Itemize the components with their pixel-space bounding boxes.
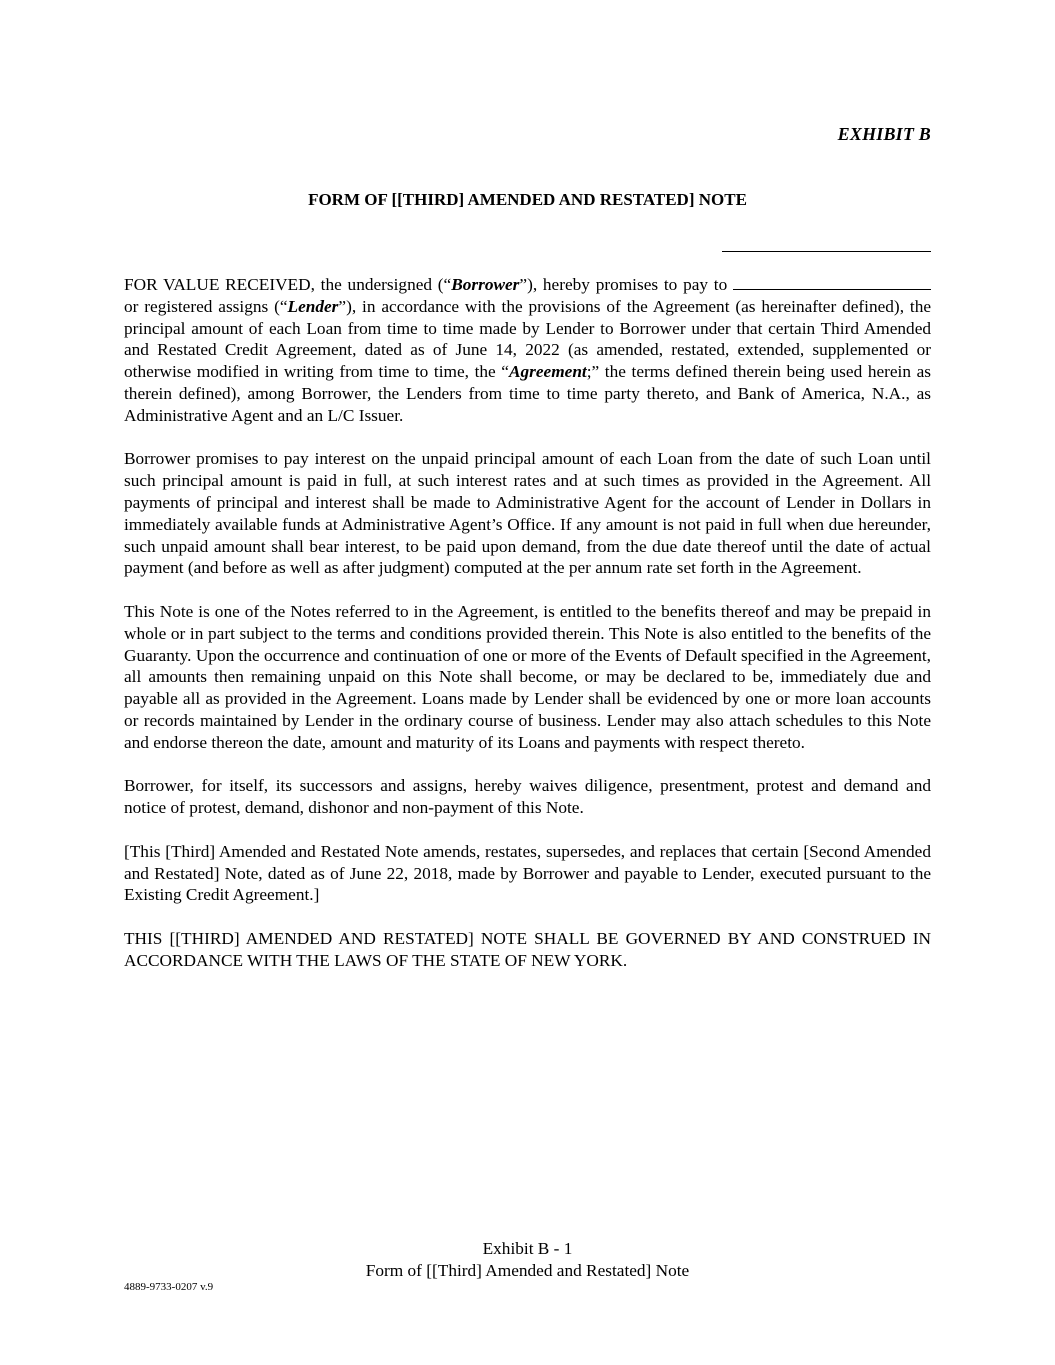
term-borrower: Borrower	[451, 275, 520, 294]
lender-name-blank	[733, 275, 931, 290]
p1-text-d: or registered assigns (“	[124, 296, 288, 316]
paragraph-waiver: Borrower, for itself, its successors and assigns, hereby waives diligence, presentment, protest and demand and notice of protest, demand, dishonor and non-payment of this Note.	[124, 776, 931, 818]
footer-form-label: Form of [[Third] Amended and Restated] Note	[365, 1261, 690, 1280]
term-agreement: Agreement	[508, 362, 587, 382]
page-footer	[0, 1238, 1055, 1282]
p1-text-f: ”), in accordance with the provisions of the Agreement (as hereinafter defined), the principal amount of each Loan from time to time made by Lender to Borrower under that certain Third Amended and Restated Credit Agreement, dated as of June 14, 2022 (as amended, restated, extended, supplemented or otherwise modified in writing from time to time, the “	[124, 296, 932, 382]
exhibit-label: EXHIBIT B	[837, 124, 931, 144]
document-title: FORM OF [[THIRD] AMENDED AND RESTATED] NOTE	[308, 190, 747, 209]
p1-text-h: ;” the terms defined therein being used herein as therein defined), among Borrower, the Lenders from time to time party thereto, and Bank of America, N.A., as Administrative Agent and an L/C Issuer.	[124, 362, 932, 425]
p1-text-a: FOR VALUE RECEIVED, the undersigned (“	[124, 275, 452, 294]
paragraph-amendment: [This [Third] Amended and Restated Note amends, restates, supersedes, and replaces that certain [Second Amended and Restated] Note, dated as of June 22, 2018, made by Borrower and payable to Lender, executed pursuant to the Existing Credit Agreement.]	[124, 841, 931, 905]
footer-page-label: Exhibit B - 1	[482, 1239, 573, 1258]
date-blank-line	[722, 250, 931, 252]
paragraph-governing-law: THIS [[THIRD] AMENDED AND RESTATED] NOTE SHALL BE GOVERNED BY AND CONSTRUED IN ACCORDANCE WITH THE LAWS OF THE STATE OF NEW YORK.	[124, 928, 931, 970]
paragraph-interest: Borrower promises to pay interest on the unpaid principal amount of each Loan from the date of such Loan until such principal amount is paid in full, at such interest rates and at such times as provided in the Agreement. All payments of principal and interest shall be made to Administrative Agent for the account of Lender in Dollars in immediately available funds at Administrative Agent’s Office. If any amount is not paid in full when due hereunder, such unpaid amount shall bear interest, to be paid upon demand, from the due date thereof until the date of actual payment (and before as well as after judgment) computed at the per annum rate set forth in the Agreement.	[124, 449, 931, 578]
paragraph-notes-benefits: This Note is one of the Notes referred to in the Agreement, is entitled to the benefits thereof and may be prepaid in whole or in part subject to the terms and conditions provided therein. This Note is also entitled to the benefits of the Guaranty. Upon the occurrence and continuation of one or more of the Events of Default specified in the Agreement, all amounts then remaining unpaid on this Note shall become, or may be declared to be, immediately due and payable all as provided in the Agreement. Loans made by Lender shall be evidenced by one or more loan accounts or records maintained by Lender in the ordinary course of business. Lender may also attach schedules to this Note and endorse thereon the date, amount and maturity of its Loans and payments with respect thereto.	[124, 601, 931, 752]
p1-text-c: ”), hereby promises to pay to	[519, 275, 733, 294]
document-id: 4889-9733-0207 v.9	[124, 1281, 214, 1293]
term-lender: Lender	[287, 296, 339, 316]
paragraph-promise-to-pay	[124, 274, 931, 427]
note-body	[124, 274, 931, 993]
